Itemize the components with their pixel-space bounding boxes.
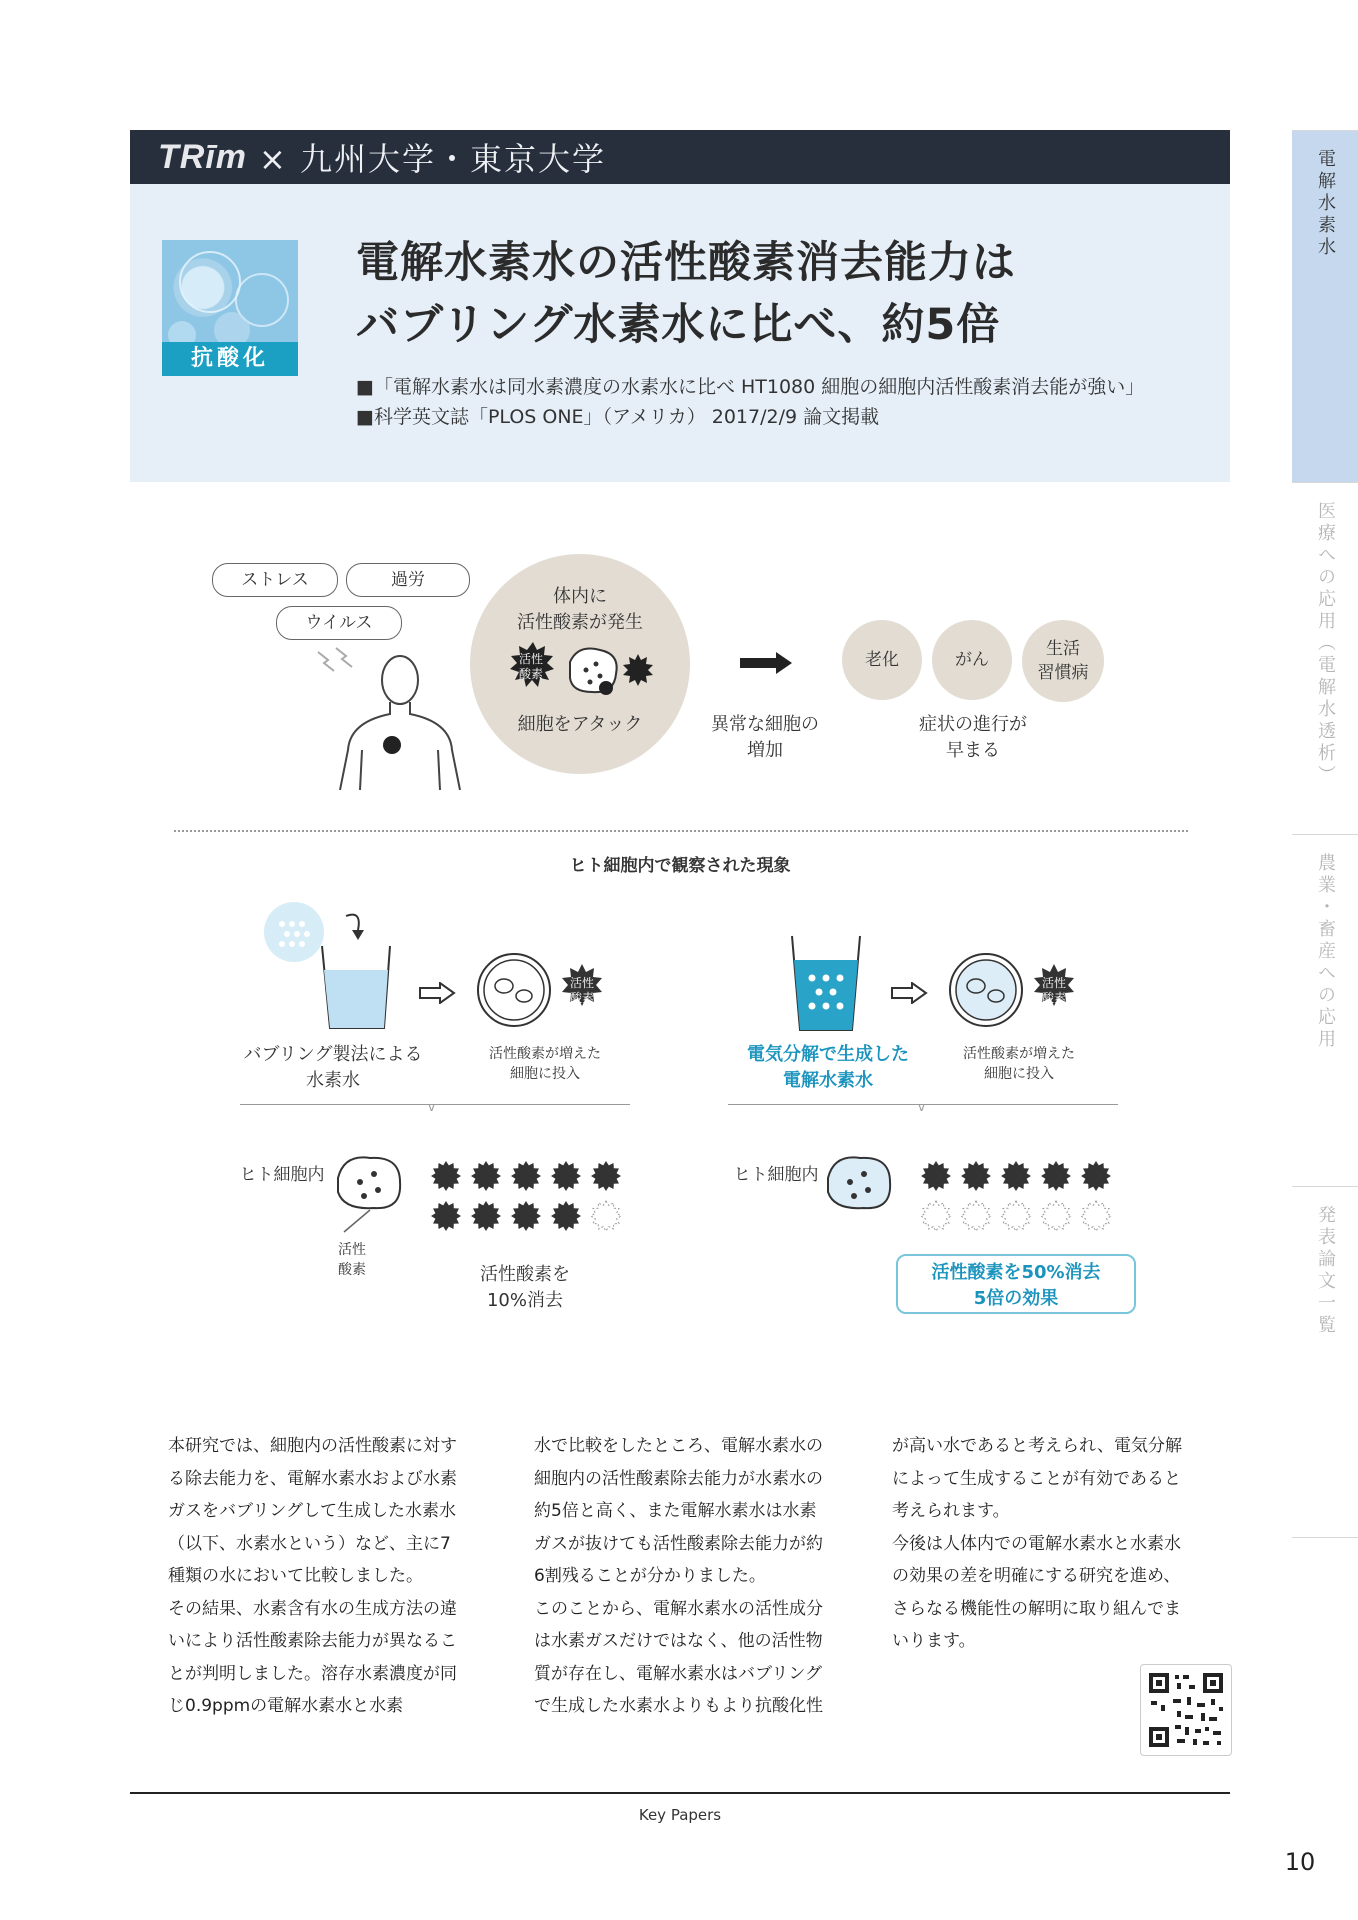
tab-label: 発表論文一覧 [1315,1205,1336,1337]
qr-code[interactable] [1140,1664,1232,1756]
stressor-pill: ウイルス [276,606,402,640]
electrolyzed-water-glass-icon [786,930,866,1040]
outcome-lifestyle-disease [1022,620,1104,702]
outline-arrow-icon [890,982,928,1004]
tab-electrolyzed-water[interactable] [1292,130,1358,482]
page-number: 10 [1284,1848,1316,1876]
active-ros-mark [961,1161,991,1191]
active-ros-mark [591,1161,621,1191]
tab-label: 農業・畜産への応用 [1315,853,1336,1051]
active-ros-mark [551,1161,581,1191]
stressor-pill: ストレス [212,563,338,597]
active-ros-mark [921,1161,951,1191]
active-ros-mark [431,1161,461,1191]
observation-heading: ヒト細胞内で観察された現象 [569,856,791,876]
outcome-label: がん [955,650,989,670]
active-ros-mark [471,1201,501,1231]
brand-logo: TRīm [158,137,247,176]
eliminated-ros-mark [1041,1201,1071,1231]
body-column-3: が高い水であると考えられ、電気分解によって生成することが有効であると考えられます。 今後は人体内での電解水素水と水素水の効果の差を明確にする研究を進め、さらなる機能性の解明に取り組んでまいります。 [892,1436,1183,1651]
section-divider [174,830,1188,832]
outcome-cancer [932,620,1012,700]
tab-medical-application[interactable] [1292,482,1358,834]
qr-code-icon [1141,1665,1231,1755]
body-column-1: 本研究では、細胞内の活性酸素に対する除去能力を、電解水素水および水素ガスをバブリングして生成した水素水（以下、水素水という）など、主に7種類の水において比較しました。 その結果、水素含有水の生成方法の違いにより活性酸素除去能力が異なることが判明しました。溶存水素濃度が同じ0.9ppmの電解水素水と水素 [168,1436,457,1716]
header-bar [130,130,1230,184]
header-title: × 九州大学・東京大学 [259,140,606,178]
title-line: バブリング水素水に比べ、約5倍 [356,300,1001,350]
person-icon [310,640,490,790]
ros-label: 活性 酸素 [518,652,543,681]
cell-label: ヒト細胞内 [733,1165,819,1185]
outcome-aging [842,620,922,700]
active-ros-mark [1001,1161,1031,1191]
ros-label: 活性 酸素 [1041,976,1066,1005]
eliminated-ros-mark [1001,1201,1031,1231]
dish-caption: 活性酸素が増えた 細胞に投入 [963,1046,1075,1082]
page-title [356,232,1176,356]
tab-label: 電解水素水 [1315,149,1336,259]
publication-note: ■科学英文誌「PLOS ONE」（アメリカ） 2017/2/9 論文掲載 [356,406,880,428]
right-arrow-icon [740,652,792,674]
bubble-top-text: 体内に 活性酸素が発生 [517,586,643,633]
arrow-caption: 異常な細胞の 増加 [711,714,819,761]
active-ros-mark [431,1201,461,1231]
ros-grid-right [920,1160,1120,1240]
active-ros-mark [551,1201,581,1231]
outline-arrow-icon [418,982,456,1004]
body-column-2: 水で比較をしたところ、電解水素水の細胞内の活性酸素除去能力が水素水の約5倍と高く、また電解水素水は水素ガスが抜けても活性酸素除去能力が約6割残ることが分かりました。 このことから、電解水素水の活性成分は水素ガスだけではなく、他の活性物質が存在し、電解水素水はバブリングで生成した水素水よりもより抗酸化性 [534,1436,823,1716]
footer-label: Key Papers [638,1806,722,1824]
left-result: 活性酸素を 10%消去 [480,1264,570,1311]
bubbling-water-caption: バブリング製法による 水素水 [243,1044,423,1091]
right-result-callout: 活性酸素を50%消去 5倍の効果 [896,1254,1136,1314]
outcome-label: 老化 [865,650,899,670]
bracket-tick: v [918,1100,926,1114]
eliminated-ros-mark [1081,1201,1111,1231]
bubble-top-label [500,584,660,636]
tab-publications[interactable] [1292,1186,1358,1538]
title-line: 電解水素水の活性酸素消去能力は [356,238,1016,288]
eliminated-ros-mark [921,1201,951,1231]
active-ros-mark [471,1161,501,1191]
electrolyzed-water-caption: 電気分解で生成した 電解水素水 [747,1044,909,1091]
footer-rule [130,1792,1230,1794]
tab-agriculture-application[interactable] [1292,834,1358,1186]
bubbling-water-glass-icon [262,900,392,1040]
paper-title-note: ■「電解水素水は同水素濃度の水素水に比べ HT1080 細胞の細胞内活性酸素消去能が強い」 [356,376,1145,398]
active-ros-mark [1081,1161,1111,1191]
dish-caption: 活性酸素が増えた 細胞に投入 [489,1046,601,1082]
eliminated-ros-mark [591,1201,621,1231]
outcome-label: 生活 習慣病 [1037,639,1089,683]
outcome-caption: 症状の進行が 早まる [919,714,1027,761]
ros-label: 活性 酸素 [569,976,594,1005]
human-cell-icon [820,1148,900,1218]
active-ros-mark [511,1201,541,1231]
category-badge: 抗酸化 [162,342,298,376]
pointer-line [340,1206,380,1236]
bubble-bottom-label: 細胞をアタック [517,714,643,735]
cell-label: ヒト細胞内 [239,1165,325,1185]
ros-grid-left [430,1160,630,1240]
eliminated-ros-mark [961,1201,991,1231]
active-ros-mark [511,1161,541,1191]
stressor-pill: 過労 [346,563,470,597]
active-ros-mark [1041,1161,1071,1191]
bracket-tick: v [428,1100,436,1114]
tab-label: 医療への応用（電解水透析） [1315,501,1336,787]
cell-ros-label: 活性 酸素 [338,1242,366,1278]
